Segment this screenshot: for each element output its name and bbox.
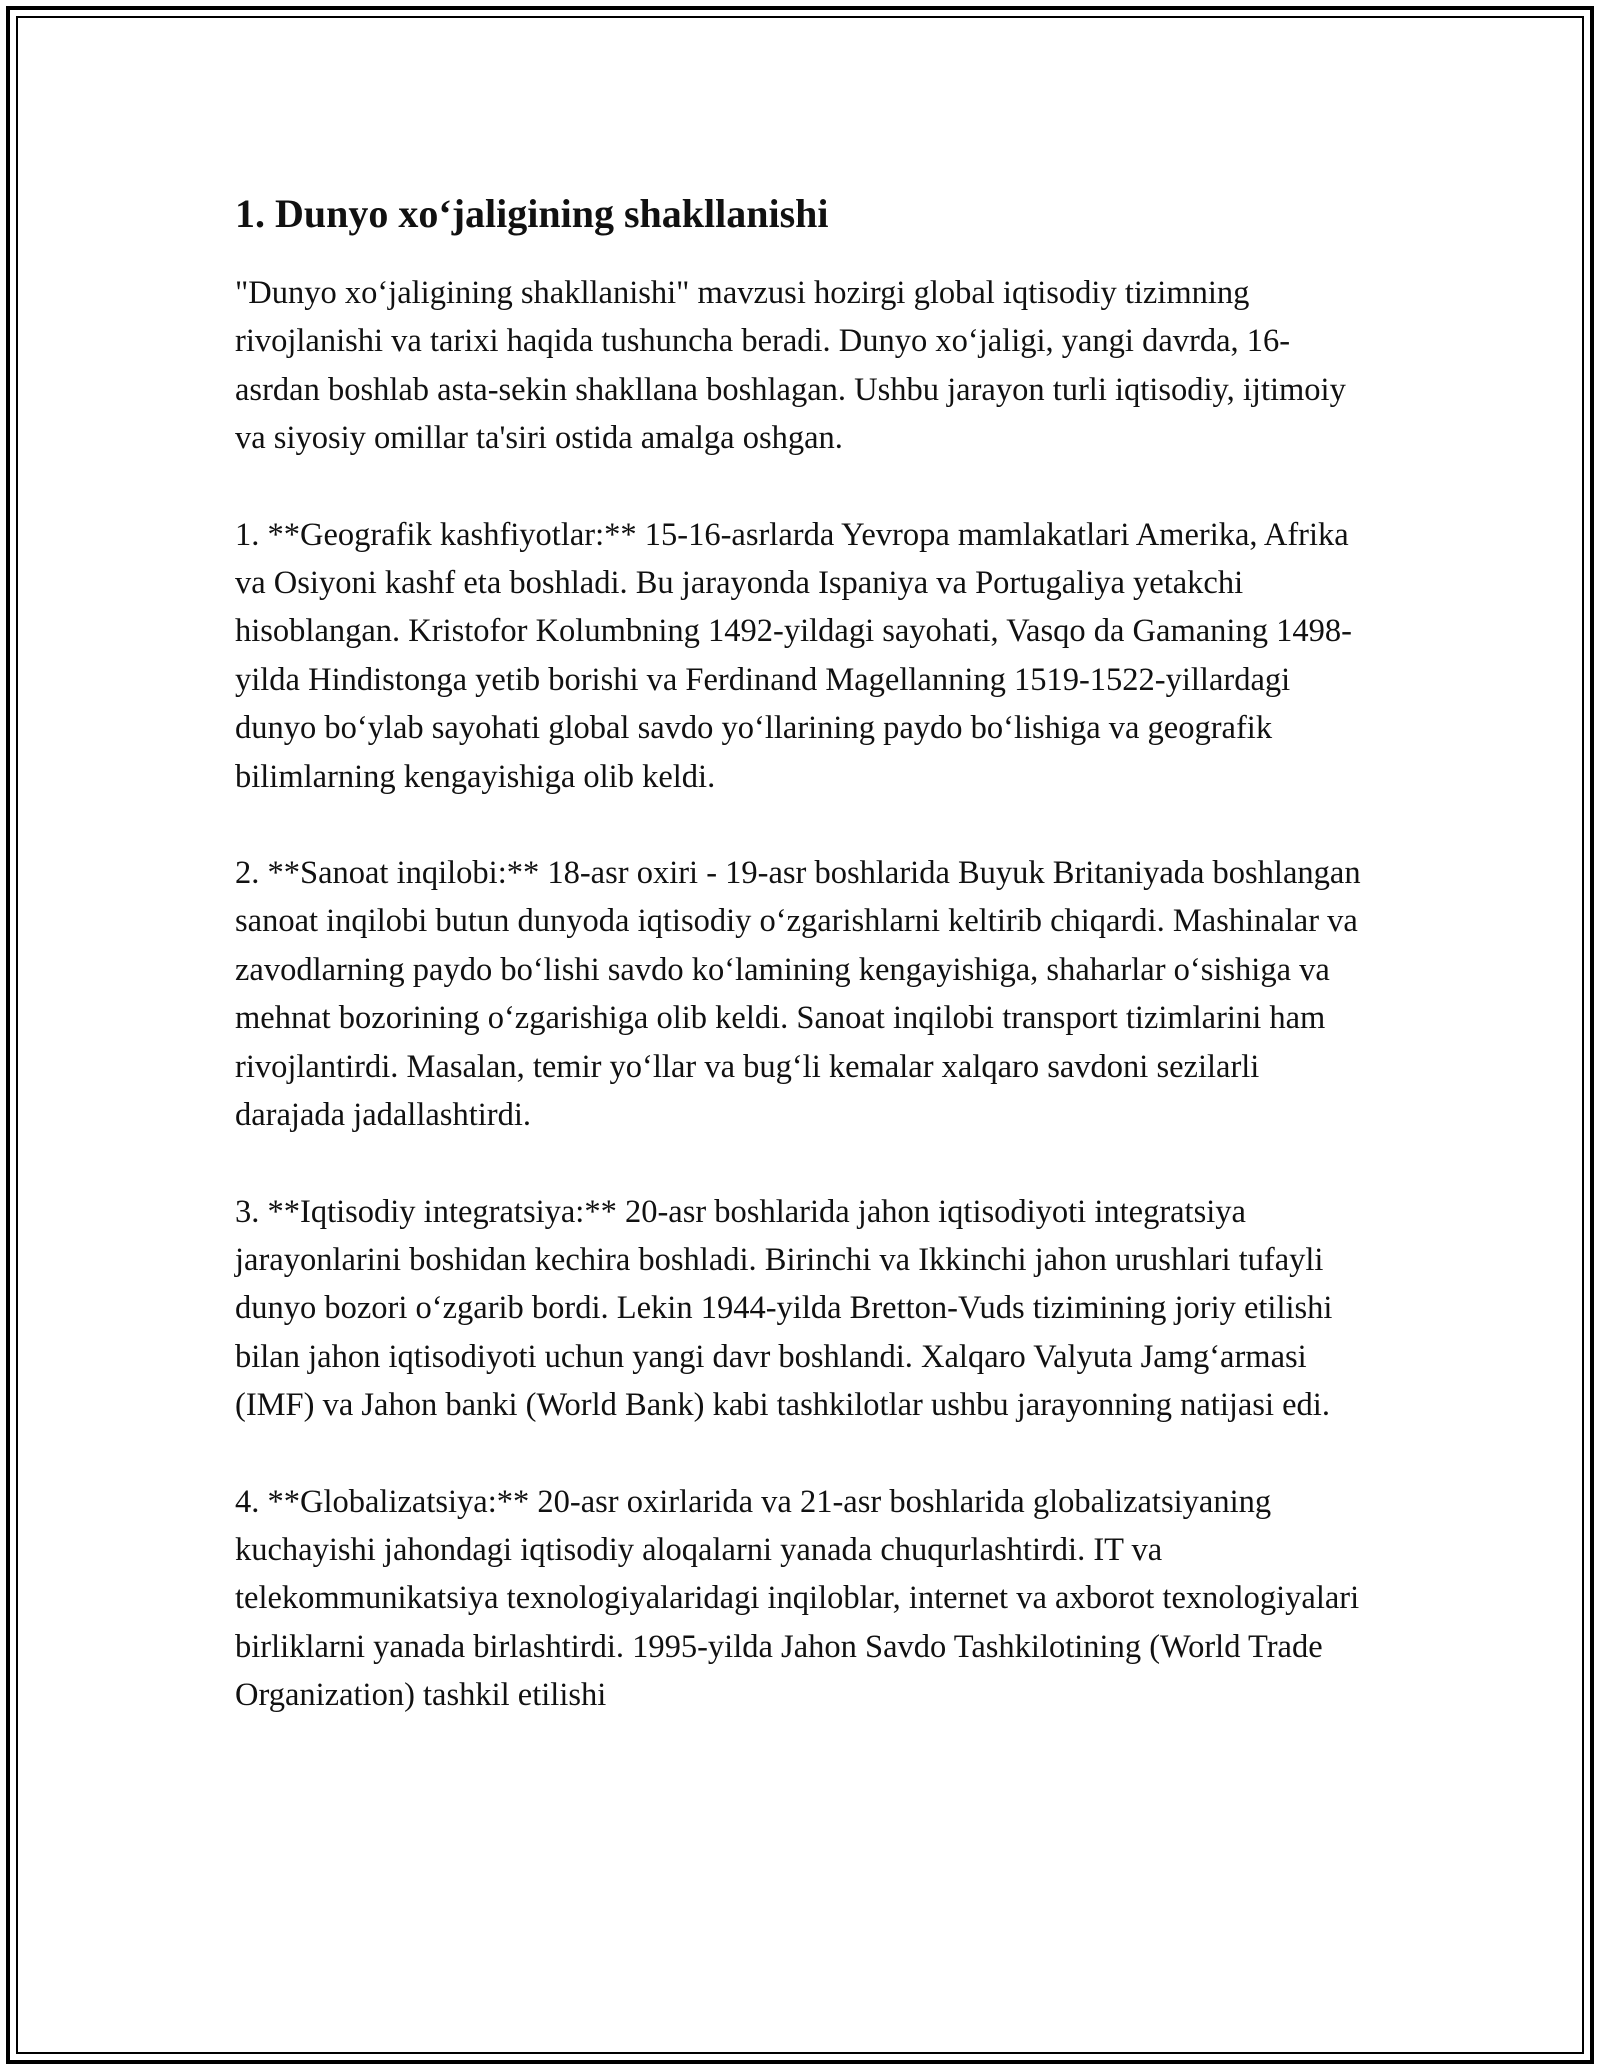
page-title: 1. Dunyo xo‘jaligining shakllanishi	[235, 191, 829, 236]
paragraph-geographic-discoveries: 1. **Geografik kashfiyotlar:** 15-16-asrlarda Yevropa mamlakatlari Amerika, Afrika va Osiyoni kashf eta boshladi. Bu jarayonda Ispaniya va Portugaliya yetakchi hisoblangan. Kristofor Kolumbning 1492-yildagi sayohati, Vasqo da Gamaning 1498-yilda Hindistonga yetib borishi va Ferdinand Magellanning 1519-1522-yillardagi dunyo bo‘ylab sayohati global savdo yo‘llarining paydo bo‘lishiga va geografik bilimlarning kengayishiga olib keldi.	[235, 516, 1352, 795]
paragraph-globalization: 4. **Globalizatsiya:** 20-asr oxirlarida va 21-asr boshlarida globalizatsiyaning kuchayishi jahondagi iqtisodiy aloqalarni yanada chuqurlashtirdi. IT va telekommunikatsiya texnologiyalaridagi inqiloblar, internet va axborot texnologiyalari birliklarni yanada birlashtirdi. 1995-yilda Jahon Savdo Tashkilotining (World Trade Organization) tashkil etilishi	[235, 1483, 1360, 1714]
document-body	[235, 185, 1370, 1768]
paragraph-industrial-revolution: 2. **Sanoat inqilobi:** 18-asr oxiri - 19-asr boshlarida Buyuk Britaniyada boshlangan sanoat inqilobi butun dunyoda iqtisodiy o‘zgarishlarni keltirib chiqardi. Mashinalar va zavodlarning paydo bo‘lishi savdo ko‘lamining kengayishiga, shaharlar o‘sishiga va mehnat bozorining o‘zgarishiga olib keldi. Sanoat inqilobi transport tizimlarini ham rivojlantirdi. Masalan, temir yo‘llar va bug‘li kemalar xalqaro savdoni sezilarli darajada jadallashtirdi.	[235, 855, 1361, 1134]
paragraph-economic-integration: 3. **Iqtisodiy integratsiya:** 20-asr boshlarida jahon iqtisodiyoti integratsiya jarayonlarini boshidan kechira boshladi. Birinchi va Ikkinchi jahon urushlari tufayli dunyo bozori o‘zgarib bordi. Lekin 1944-yilda Bretton-Vuds tizimining joriy etilishi bilan jahon iqtisodiyoti uchun yangi davr boshlandi. Xalqaro Valyuta Jamg‘armasi (IMF) va Jahon banki (World Bank) kabi tashkilotlar ushbu jarayonning natijasi edi.	[235, 1193, 1333, 1424]
paragraph-intro: "Dunyo xo‘jaligining shakllanishi" mavzusi hozirgi global iqtisodiy tizimning rivojlanishi va tarixi haqida tushuncha beradi. Dunyo xo‘jaligi, yangi davrda, 16-asrdan boshlab asta-sekin shakllana boshlagan. Ushbu jarayon turli iqtisodiy, ijtimoiy va siyosiy omillar ta'siri ostida amalga oshgan.	[235, 275, 1346, 457]
